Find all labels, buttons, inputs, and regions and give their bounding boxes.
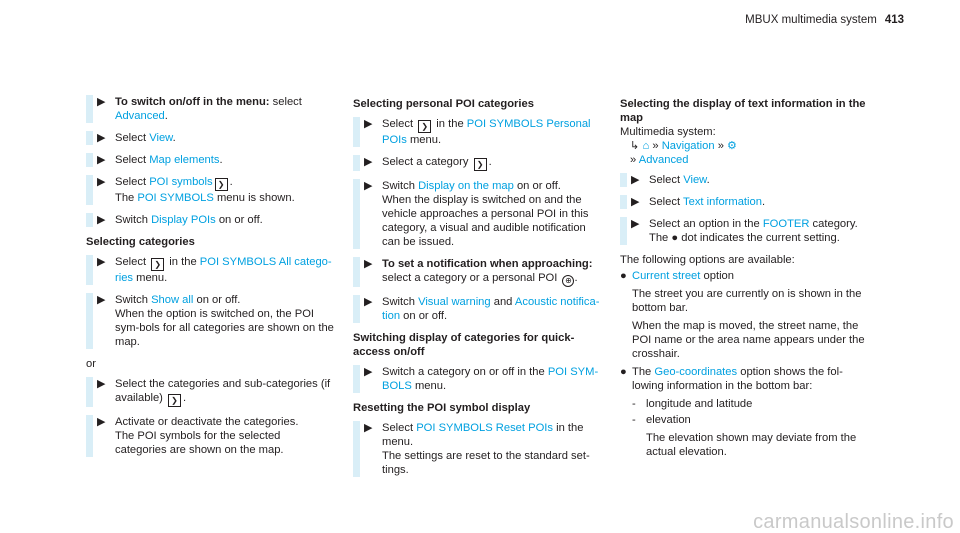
chevron-right-icon: ❯	[215, 178, 228, 191]
header-title: MBUX multimedia system	[745, 14, 877, 26]
watermark: carmanualsonline.info	[753, 511, 954, 533]
sub-list-item: - longitude and latitude	[632, 398, 753, 410]
step: ▶ Switch Show all on or off. When the option is switched on, the POI sym-bols for all categories are shown on the map.	[86, 293, 334, 349]
play-arrow-icon: ▶	[97, 294, 106, 306]
play-arrow-icon: ▶	[97, 132, 106, 144]
play-arrow-icon: ▶	[631, 174, 640, 186]
step: ▶ Switch Display POIs on or off.	[86, 213, 334, 227]
double-chevron-icon: »	[652, 140, 659, 152]
column-3	[620, 95, 868, 463]
play-arrow-icon: ▶	[364, 118, 373, 130]
link-text-information[interactable]: Text information	[683, 196, 762, 208]
link-display-on-map[interactable]: Display on the map	[418, 180, 514, 192]
page-number: 413	[884, 14, 904, 26]
intro-text: Multimedia system:	[620, 126, 716, 138]
step: ▶ Select Text information.	[620, 195, 868, 209]
home-icon: ⌂	[642, 140, 650, 152]
link-advanced[interactable]: Advanced	[115, 110, 165, 122]
step: ▶ Select the categories and sub-categories (if available) ❯ .	[86, 377, 334, 407]
play-arrow-icon: ▶	[97, 96, 106, 108]
page-header	[745, 13, 904, 27]
section-heading: Resetting the POI symbol display	[353, 402, 531, 414]
step: ▶ Select a category ❯ .	[353, 155, 601, 171]
play-arrow-icon: ▶	[97, 214, 106, 226]
link-poi-symbols-menu[interactable]: POI SYM-BOLS	[382, 366, 599, 392]
play-arrow-icon: ▶	[364, 422, 373, 434]
step: ▶ Select ❯ in the POI SYMBOLS All catego-ries menu.	[86, 255, 334, 285]
link-acoustic-notification[interactable]: Acoustic notifica-tion	[382, 296, 600, 322]
section-heading: Switching display of categories for quick-access on/off	[353, 332, 575, 358]
double-chevron-icon: »	[630, 154, 637, 166]
link-footer[interactable]: FOOTER	[762, 218, 810, 230]
or-text: or	[86, 358, 96, 370]
link-map-elements[interactable]: Map elements	[149, 154, 220, 166]
sub-list-item: - elevation The elevation shown may deviate from the actual elevation.	[632, 414, 857, 458]
play-arrow-icon: ▶	[364, 156, 373, 168]
play-arrow-icon: ▶	[97, 256, 106, 268]
step: ▶ Switch Visual warning and Acoustic notifica-tion on or off.	[353, 295, 601, 323]
step: ▶ To switch on/off in the menu: select Advanced.	[86, 95, 334, 123]
step: ▶ Select an option in the FOOTER category. The ● dot indicates the current setting.	[620, 217, 868, 245]
link-view[interactable]: View	[149, 132, 173, 144]
link-current-street[interactable]: Current street	[632, 270, 701, 282]
step: ▶ Select POI symbols ❯ . The POI SYMBOLS menu is shown.	[86, 175, 334, 205]
section-heading: Selecting the display of text information in the map	[620, 98, 866, 124]
play-arrow-icon: ▶	[97, 378, 106, 390]
link-poi-symbols-personal-pois[interactable]: POI SYMBOLS Personal POIs	[382, 118, 591, 146]
path-arrow-icon: ↳	[630, 140, 640, 152]
play-arrow-icon: ▶	[97, 154, 106, 166]
list-item: ● Current street option The street you are currently on is shown in the bottom bar. When the map is moved, the street name, the POI name or the area name appears under the crosshair.	[620, 270, 865, 360]
link-reset-pois[interactable]: POI SYMBOLS Reset POIs	[416, 422, 553, 434]
step: ▶ Select View.	[86, 131, 334, 145]
settings-icon: ⚙	[727, 140, 738, 152]
step: ▶ Select POI SYMBOLS Reset POIs in the menu. The settings are reset to the standard set-tings.	[353, 421, 601, 477]
link-view[interactable]: View	[683, 174, 707, 186]
play-arrow-icon: ▶	[364, 366, 373, 378]
play-arrow-icon: ▶	[631, 218, 640, 230]
chevron-right-icon: ❯	[418, 120, 431, 133]
double-chevron-icon: »	[717, 140, 724, 152]
step: ▶ Switch Display on the map on or off. When the display is switched on and the vehicle approaches a personal POI in this category, a visual and audible notification can be issued.	[353, 179, 601, 249]
link-navigation[interactable]: Navigation	[661, 140, 715, 152]
step: ▶ Select Map elements.	[86, 153, 334, 167]
play-arrow-icon: ▶	[364, 296, 373, 308]
play-arrow-icon: ▶	[631, 196, 640, 208]
step: ▶ Select ❯ in the POI SYMBOLS Personal POIs menu.	[353, 117, 601, 147]
link-visual-warning[interactable]: Visual warning	[418, 296, 491, 308]
link-geo-coordinates[interactable]: Geo-coordinates	[654, 366, 738, 378]
step: ▶ Activate or deactivate the categories. The POI symbols for the selected categories are shown on the map.	[86, 415, 334, 457]
play-arrow-icon: ▶	[364, 258, 373, 270]
column-1	[86, 95, 334, 465]
bullet-icon: ●	[620, 366, 627, 378]
play-arrow-icon: ▶	[364, 180, 373, 192]
step: ▶ To set a notification when approaching: select a category or a personal POI ⊕ .	[353, 257, 601, 287]
column-2	[353, 95, 601, 485]
options-intro: The following options are available:	[620, 254, 795, 266]
link-display-pois[interactable]: Display POIs	[151, 214, 216, 226]
section-heading: Selecting categories	[86, 236, 195, 248]
section-heading: Selecting personal POI categories	[353, 98, 534, 110]
chevron-right-icon: ❯	[474, 158, 487, 171]
play-arrow-icon: ▶	[97, 416, 106, 428]
link-poi-symbols-all-categories[interactable]: POI SYMBOLS All catego-ries	[115, 256, 332, 284]
poi-icon: ⊕	[562, 275, 574, 287]
link-show-all[interactable]: Show all	[151, 294, 194, 306]
chevron-right-icon: ❯	[168, 394, 181, 407]
link-advanced[interactable]: Advanced	[638, 154, 689, 166]
menu-path	[620, 139, 868, 167]
list-item: ● The Geo-coordinates option shows the fol-lowing information in the bottom bar: - longitude and latitude - elevation The elevation shown may deviate from the actual elevation.	[620, 365, 868, 459]
bullet-icon: ●	[620, 270, 627, 282]
play-arrow-icon: ▶	[97, 176, 106, 188]
chevron-right-icon: ❯	[151, 258, 164, 271]
step: ▶ Select View.	[620, 173, 868, 187]
link-poi-symbols[interactable]: POI symbols	[149, 176, 213, 188]
step: ▶ Switch a category on or off in the POI SYM-BOLS menu.	[353, 365, 601, 393]
